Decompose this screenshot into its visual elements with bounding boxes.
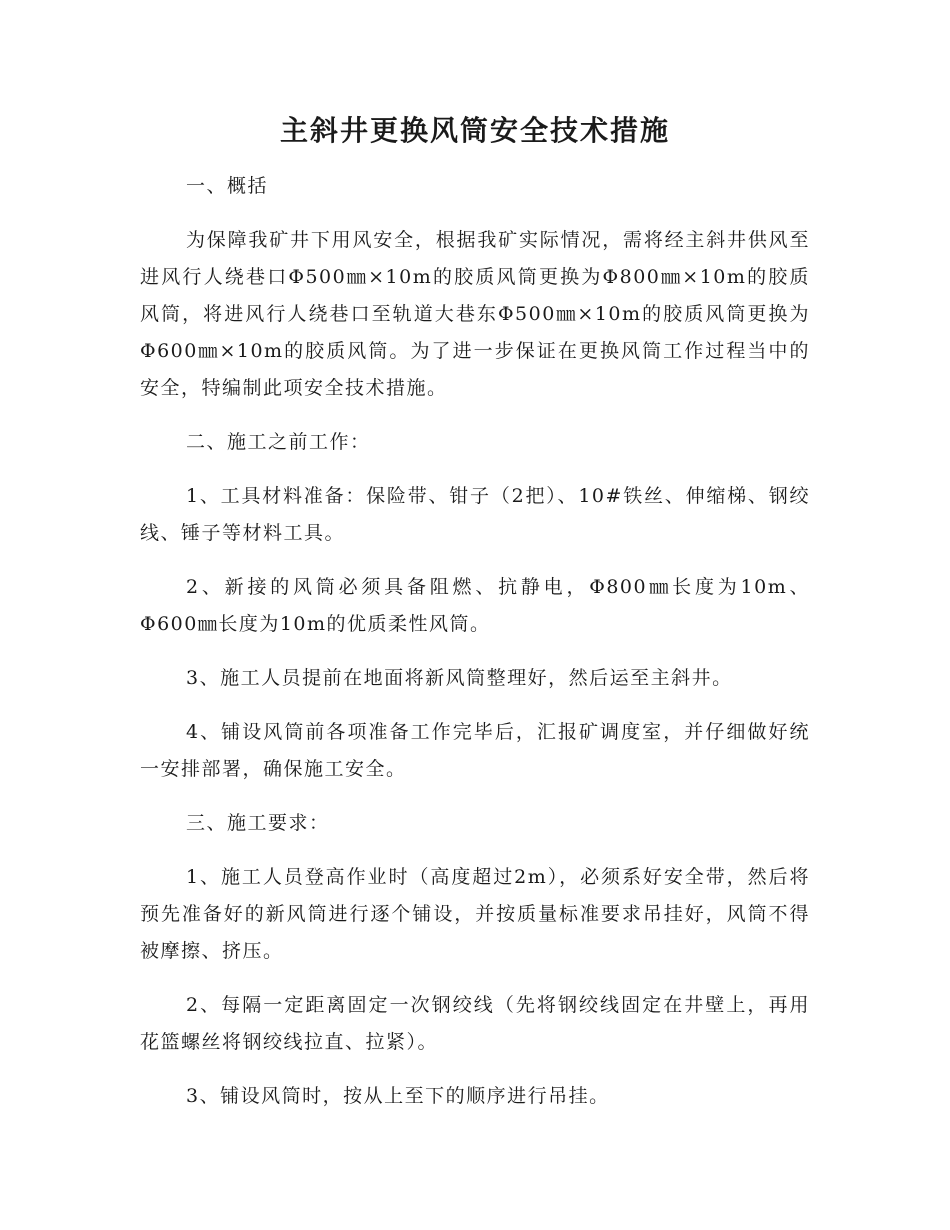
document-page (140, 108, 810, 1132)
section-heading-overview: 一、概括 (186, 175, 269, 197)
paragraph-req-2: 2、每隔一定距离固定一次钢绞线（先将钢绞线固定在井壁上，再用花篮螺丝将钢绞线拉直、拉紧）。 (140, 994, 810, 1053)
paragraph-prep-2: 2、新接的风筒必须具备阻燃、抗静电，Φ800㎜长度为10m、Φ600㎜长度为10m的优质柔性风筒。 (140, 576, 810, 635)
document-title: 主斜井更换风筒安全技术措施 (279, 114, 670, 147)
section-heading-requirements: 三、施工要求： (186, 812, 330, 834)
section-heading-preparation: 二、施工之前工作： (186, 431, 371, 453)
paragraph-req-3: 3、铺设风筒时，按从上至下的顺序进行吊挂。 (186, 1085, 610, 1107)
paragraph-prep-1: 1、工具材料准备：保险带、钳子（2把）、10#铁丝、伸缩梯、钢绞线、锤子等材料工具。 (140, 485, 810, 544)
paragraph-overview: 为保障我矿井下用风安全，根据我矿实际情况，需将经主斜井供风至进风行人绕巷口Φ500㎜×10m的胶质风筒更换为Φ800㎜×10m的胶质风筒，将进风行人绕巷口至轨道大巷东Φ500㎜×10m的胶质风筒更换为Φ600㎜×10m的胶质风筒。为了进一步保证在更换风筒工作过程当中的安全，特编制此项安全技术措施。 (140, 229, 810, 399)
paragraph-prep-3: 3、施工人员提前在地面将新风筒整理好，然后运至主斜井。 (186, 667, 733, 689)
paragraph-req-1: 1、施工人员登高作业时（高度超过2m），必须系好安全带，然后将预先准备好的新风筒进行逐个铺设，并按质量标准要求吊挂好，风筒不得被摩擦、挤压。 (140, 866, 810, 962)
paragraph-prep-4: 4、铺设风筒前各项准备工作完毕后，汇报矿调度室，并仔细做好统一安排部署，确保施工安全。 (140, 721, 810, 780)
